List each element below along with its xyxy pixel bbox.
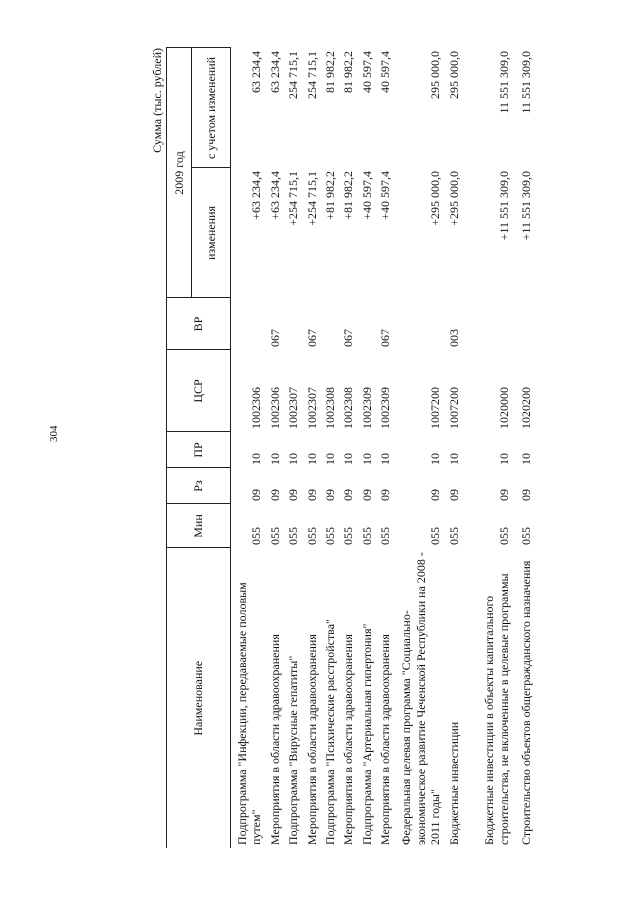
- row-pr: 10: [304, 453, 319, 465]
- amount-caption: Сумма (тыс. рублей): [150, 48, 164, 153]
- row-csr: 1002309: [359, 387, 374, 429]
- row-csr: 1002307: [304, 387, 319, 429]
- table-row: [461, 48, 511, 848]
- table-row: [282, 48, 300, 848]
- row-vr: [231, 298, 264, 350]
- row-pr: 10: [378, 453, 393, 465]
- row-rz: 09: [446, 489, 461, 501]
- table-row: [319, 48, 337, 848]
- row-rz: 09: [518, 489, 533, 501]
- row-csr: 1002306: [267, 387, 282, 429]
- row-csr: 1007200: [446, 387, 461, 429]
- row-min: 055: [322, 527, 337, 545]
- row-pr: 10: [286, 453, 301, 465]
- row-change: +11 551 309,0: [518, 171, 533, 241]
- row-total: 63 234,4: [267, 50, 282, 93]
- table-row: [264, 48, 282, 848]
- row-name: Подпрограмма "Вирусные гепатиты": [286, 655, 301, 845]
- row-vr: [282, 298, 300, 350]
- row-vr: [356, 298, 374, 350]
- row-rz: 09: [428, 489, 443, 501]
- row-vr: [393, 298, 443, 350]
- row-rz: 09: [341, 489, 356, 501]
- table-row: [511, 48, 533, 848]
- row-total: 40 597,4: [378, 50, 393, 93]
- row-change: +40 597,4: [359, 171, 374, 220]
- row-change: +81 982,2: [341, 171, 356, 220]
- row-rz: 09: [267, 489, 282, 501]
- table-row: [374, 48, 392, 848]
- table-header: [167, 48, 231, 848]
- row-vr: 067: [378, 329, 393, 347]
- row-csr: 1002307: [286, 387, 301, 429]
- row-total: 11 551 309,0: [518, 50, 533, 114]
- row-total: 254 715,1: [304, 50, 319, 99]
- header-year: 2009 год: [167, 48, 192, 298]
- row-name: Подпрограмма "Инфекции, передаваемые половым путем": [235, 582, 264, 845]
- row-change: +295 000,0: [428, 171, 443, 226]
- row-pr: 10: [359, 453, 374, 465]
- row-pr: 10: [446, 453, 461, 465]
- row-total: 81 982,2: [322, 50, 337, 93]
- row-min: 055: [286, 527, 301, 545]
- row-vr: 003: [446, 329, 461, 347]
- row-name: Мероприятия в области здравоохранения: [304, 634, 319, 845]
- row-pr: 10: [518, 453, 533, 465]
- row-total: 295 000,0: [428, 50, 443, 99]
- row-pr: 10: [428, 453, 443, 465]
- row-name: Мероприятия в области здравоохранения: [267, 634, 282, 845]
- row-rz: 09: [496, 489, 511, 501]
- row-name: Строительство объектов общегражданского назначения: [518, 560, 533, 845]
- row-change: +254 715,1: [304, 171, 319, 226]
- row-change: +40 597,4: [378, 171, 393, 220]
- row-csr: 1007200: [428, 387, 443, 429]
- row-min: 055: [304, 527, 319, 545]
- row-csr: 1002309: [378, 387, 393, 429]
- page-number: 304: [48, 425, 60, 442]
- table-row: [443, 48, 461, 848]
- row-name: Бюджетные инвестиции: [446, 721, 461, 845]
- row-change: +63 234,4: [267, 171, 282, 220]
- row-vr: [461, 298, 511, 350]
- table-row: [356, 48, 374, 848]
- row-rz: 09: [304, 489, 319, 501]
- row-csr: 1002306: [249, 387, 264, 429]
- row-name: Подпрограмма "Психические расстройства": [322, 619, 337, 845]
- row-name: Подпрограмма "Артериальная гипертония": [359, 623, 374, 845]
- table-row: [231, 48, 264, 848]
- row-min: 055: [446, 527, 461, 545]
- row-min: 055: [378, 527, 393, 545]
- row-rz: 09: [249, 489, 264, 501]
- header-name: Наименование: [167, 548, 231, 848]
- header-with-changes: с учетом изменений: [192, 48, 231, 168]
- row-min: 055: [267, 527, 282, 545]
- header-changes: изменения: [192, 168, 231, 298]
- row-min: 055: [249, 527, 264, 545]
- row-change: +11 551 309,0: [496, 171, 511, 241]
- row-pr: 10: [322, 453, 337, 465]
- row-total: 63 234,4: [249, 50, 264, 93]
- row-vr: 067: [304, 329, 319, 347]
- row-min: 055: [496, 527, 511, 545]
- row-name: Мероприятия в области здравоохранения: [378, 634, 393, 845]
- row-pr: 10: [496, 453, 511, 465]
- row-rz: 09: [286, 489, 301, 501]
- table-row: [337, 48, 355, 848]
- row-change: +81 982,2: [322, 171, 337, 220]
- row-change: +295 000,0: [446, 171, 461, 226]
- row-csr: 1002308: [322, 387, 337, 429]
- rotated-table-page: [150, 48, 605, 848]
- budget-table: [166, 47, 533, 848]
- row-total: 295 000,0: [446, 50, 461, 99]
- header-csr: ЦСР: [167, 350, 231, 432]
- row-total: 81 982,2: [341, 50, 356, 93]
- row-pr: 10: [249, 453, 264, 465]
- table-body: [231, 48, 533, 848]
- header-vr: ВР: [167, 298, 231, 350]
- row-total: 11 551 309,0: [496, 50, 511, 114]
- row-vr: 067: [267, 329, 282, 347]
- row-change: +63 234,4: [249, 171, 264, 220]
- row-vr: [511, 298, 533, 350]
- row-rz: 09: [359, 489, 374, 501]
- row-rz: 09: [322, 489, 337, 501]
- row-min: 055: [518, 527, 533, 545]
- row-change: +254 715,1: [286, 171, 301, 226]
- row-name: Бюджетные инвестиции в объекты капитального строительства, не включенные в целевые программы: [482, 573, 511, 845]
- row-csr: 1020200: [518, 387, 533, 429]
- row-csr: 1002308: [341, 387, 356, 429]
- row-csr: 1020000: [496, 387, 511, 429]
- row-vr: 067: [341, 329, 356, 347]
- header-min: Мин: [167, 504, 231, 548]
- header-rz: Рз: [167, 468, 231, 504]
- row-rz: 09: [378, 489, 393, 501]
- row-pr: 10: [267, 453, 282, 465]
- header-pr: ПР: [167, 432, 231, 468]
- table-row: [301, 48, 319, 848]
- row-total: 40 597,4: [359, 50, 374, 93]
- row-min: 055: [359, 527, 374, 545]
- row-name: Мероприятия в области здравоохранения: [341, 634, 356, 845]
- row-pr: 10: [341, 453, 356, 465]
- row-min: 055: [428, 527, 443, 545]
- row-name: Федеральная целевая программа "Социально-экономическое развитие Чеченской Республики на 2008 - 2011 годы": [399, 552, 443, 845]
- table-row: [393, 48, 443, 848]
- row-total: 254 715,1: [286, 50, 301, 99]
- row-min: 055: [341, 527, 356, 545]
- row-vr: [319, 298, 337, 350]
